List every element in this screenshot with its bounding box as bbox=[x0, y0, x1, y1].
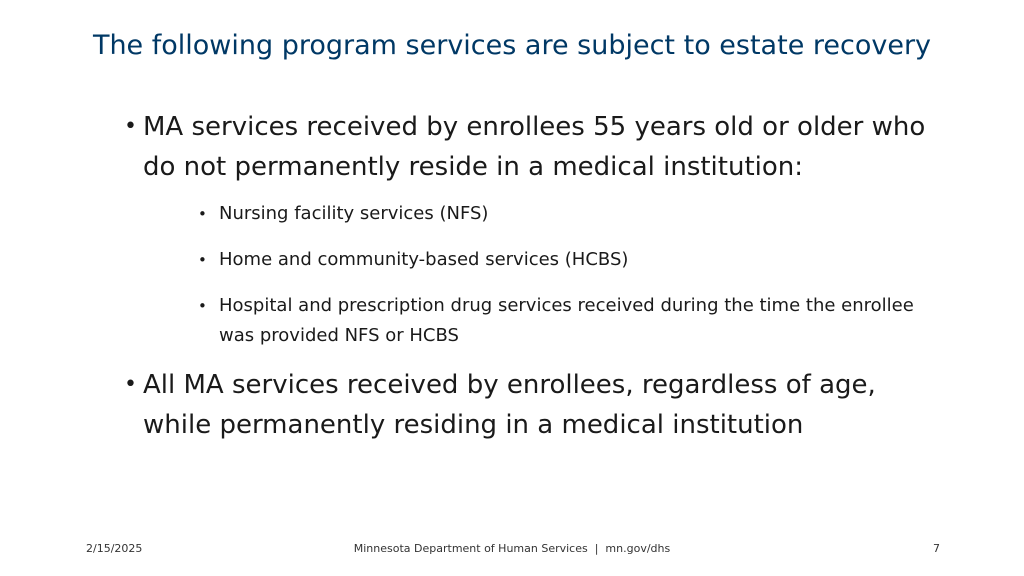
bullet-text: All MA services received by enrollees, regardless of age, while permanently residing in a medical institution bbox=[143, 370, 876, 440]
sub-bullet-item bbox=[198, 199, 939, 229]
sub-bullet-list bbox=[198, 199, 944, 351]
bullet-text: MA services received by enrollees 55 years old or older who do not permanently reside in a medical institution: bbox=[143, 112, 926, 182]
sub-bullet-text: Nursing facility services (NFS) bbox=[219, 203, 489, 224]
sub-bullet-item bbox=[198, 291, 939, 351]
slide-title: The following program services are subject to estate recovery bbox=[92, 30, 932, 61]
slide-content bbox=[124, 107, 944, 445]
slide-number: 7 bbox=[933, 542, 940, 555]
bullet-item bbox=[124, 107, 944, 187]
bullet-icon: • bbox=[124, 372, 137, 397]
footer-date: 2/15/2025 bbox=[86, 542, 143, 555]
bullet-icon: • bbox=[124, 114, 137, 139]
bullet-icon: • bbox=[198, 297, 207, 315]
sub-bullet-text: Home and community-based services (HCBS) bbox=[219, 249, 629, 270]
sub-bullet-text: Hospital and prescription drug services received during the time the enrollee was provided NFS or HCBS bbox=[219, 295, 914, 346]
sub-bullet-item bbox=[198, 245, 939, 275]
bullet-icon: • bbox=[198, 251, 207, 269]
bullet-icon: • bbox=[198, 205, 207, 223]
footer-organization: Minnesota Department of Human Services | mn.gov/dhs bbox=[353, 542, 671, 555]
bullet-item bbox=[124, 365, 944, 445]
